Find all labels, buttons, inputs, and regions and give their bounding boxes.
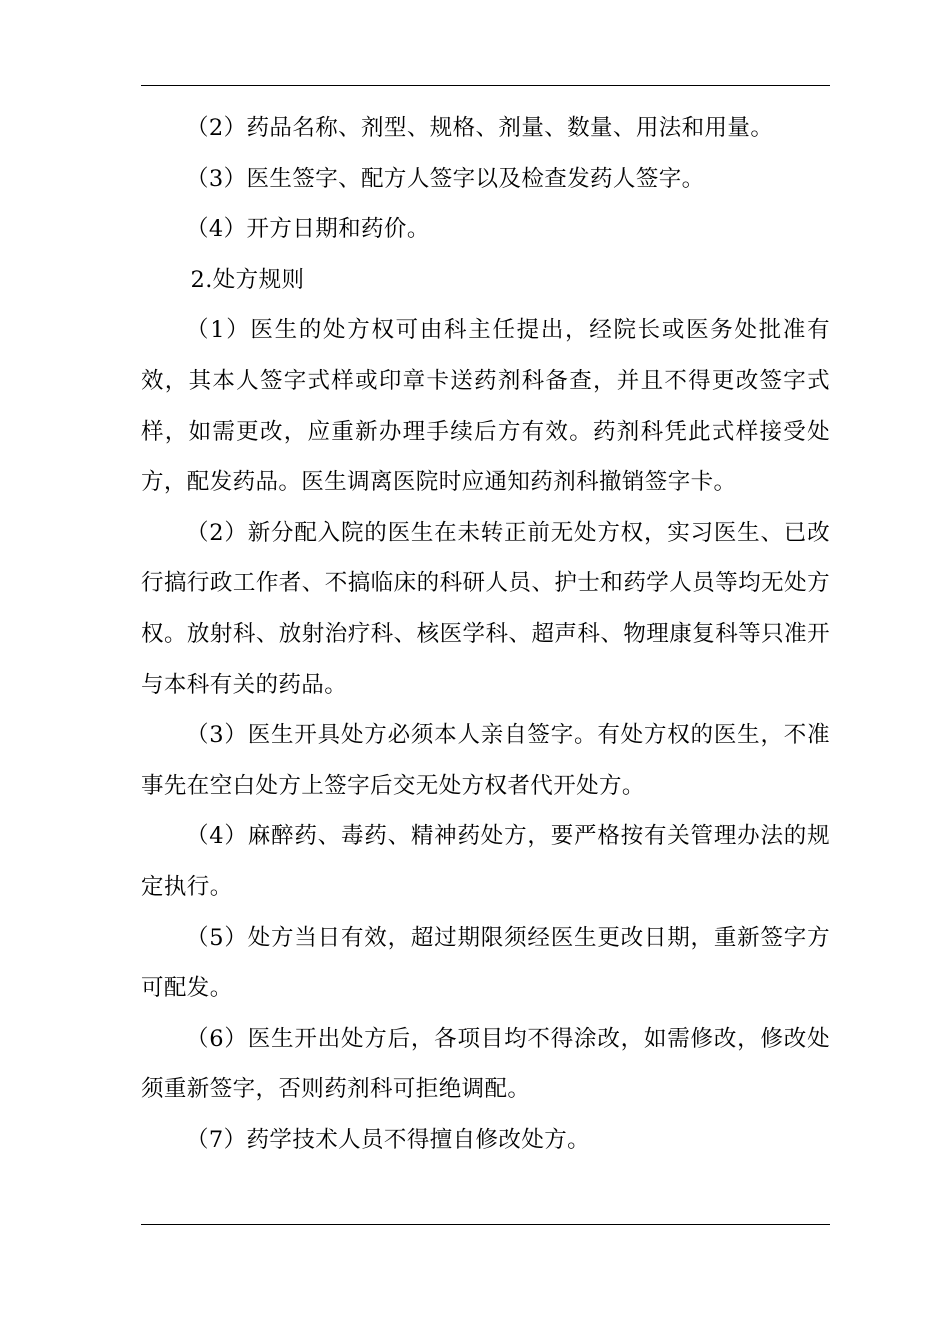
- paragraph-item-3: （3）医生签字、配方人签字以及检查发药人签字。: [186, 165, 705, 192]
- rule-paragraph-7: （7）药学技术人员不得擅自修改处方。: [186, 1126, 591, 1153]
- rule-paragraph-1: （1）医生的处方权可由科主任提出，经院长或医务处批准有效，其本人签字式样或印章卡送药剂科备查，并且不得更改签字式样，如需更改，应重新办理手续后方有效。药剂科凭此式样接受处方，配发药品。医生调离医院时应通知药剂科撤销签字卡。: [141, 317, 830, 496]
- paragraph-item-2: （2）药品名称、剂型、规格、剂量、数量、用法和用量。: [186, 115, 774, 141]
- rule-paragraph-3: （3）医生开具处方必须本人亲自签字。有处方权的医生，不准事先在空白处方上签字后交无处方权者代开处方。: [141, 722, 830, 799]
- section-heading: 2.处方规则: [190, 266, 305, 293]
- footer-rule: [141, 1224, 830, 1225]
- rule-paragraph-2: （2）新分配入院的医生在未转正前无处方权，实习医生、已改行搞行政工作者、不搞临床的科研人员、护士和药学人员等均无处方权。放射科、放射治疗科、核医学科、超声科、物理康复科等只准开与本科有关的药品。: [141, 519, 830, 698]
- rule-paragraph-4: （4）麻醉药、毒药、精神药处方，要严格按有关管理办法的规定执行。: [141, 823, 830, 900]
- header-rule: [141, 85, 830, 86]
- document-body: [141, 103, 830, 1165]
- rule-paragraph-5: （5）处方当日有效，超过期限须经医生更改日期，重新签字方可配发。: [141, 924, 830, 1002]
- paragraph-item-4: （4）开方日期和药价。: [186, 216, 430, 243]
- rule-paragraph-6: （6）医生开出处方后，各项目均不得涂改，如需修改，修改处须重新签字，否则药剂科可拒绝调配。: [141, 1025, 830, 1103]
